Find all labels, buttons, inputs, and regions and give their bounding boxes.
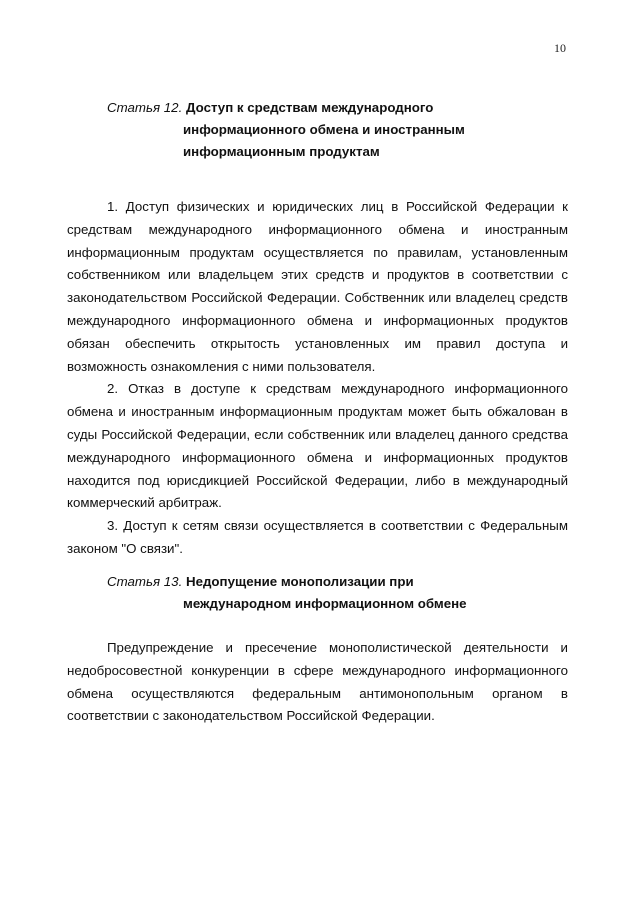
article-12-body bbox=[67, 196, 568, 561]
article-12-paragraph-3: 3. Доступ к сетям связи осуществляется в соответствии с Федеральным законом "О связи". bbox=[67, 518, 568, 556]
article-13-heading bbox=[107, 571, 467, 615]
article-13-label: Статья 13. bbox=[107, 574, 183, 589]
article-12-title-line-3: информационным продуктам bbox=[183, 144, 380, 159]
article-12-paragraph-1: 1. Доступ физических и юридических лиц в Российской Федерации к средствам международного информационного обмена и иностранным информационным продуктам осуществляется по правилам, установленным собственником или владельцем этих средств и продуктов в соответствии с законодательством Российской Федерации. Собственник или владелец средств международного информационного обмена и информационных продуктов обязан обеспечить открытость установленных им правил доступа и возможность ознакомления с ними пользователя. bbox=[67, 199, 568, 374]
article-12-title-line-1: Доступ к средствам международного bbox=[185, 100, 434, 115]
article-12-label: Статья 12. bbox=[107, 100, 183, 115]
article-13-body bbox=[67, 637, 568, 728]
article-13-title-line-2: международном информационном обмене bbox=[183, 596, 467, 611]
article-13-paragraph-1: Предупреждение и пресечение монополистической деятельности и недобросовестной конкуренции в сфере международного информационного обмена осуществляются федеральным антимонопольным органом в соответствии с законодательством Российской Федерации. bbox=[67, 640, 568, 724]
page-number: 10 bbox=[554, 41, 566, 55]
article-13-title-line-1: Недопущение монополизации при bbox=[185, 574, 414, 589]
article-12-paragraph-2: 2. Отказ в доступе к средствам международного информационного обмена и иностранным информационным продуктам может быть обжалован в суды Российской Федерации, если собственник или владелец данного средства международного информационного обмена и информационных продуктов находится под юрисдикцией Российской Федерации, либо в международный коммерческий арбитраж. bbox=[67, 381, 568, 511]
article-12-heading bbox=[107, 97, 465, 163]
article-12-title-line-2: информационного обмена и иностранным bbox=[183, 122, 465, 137]
